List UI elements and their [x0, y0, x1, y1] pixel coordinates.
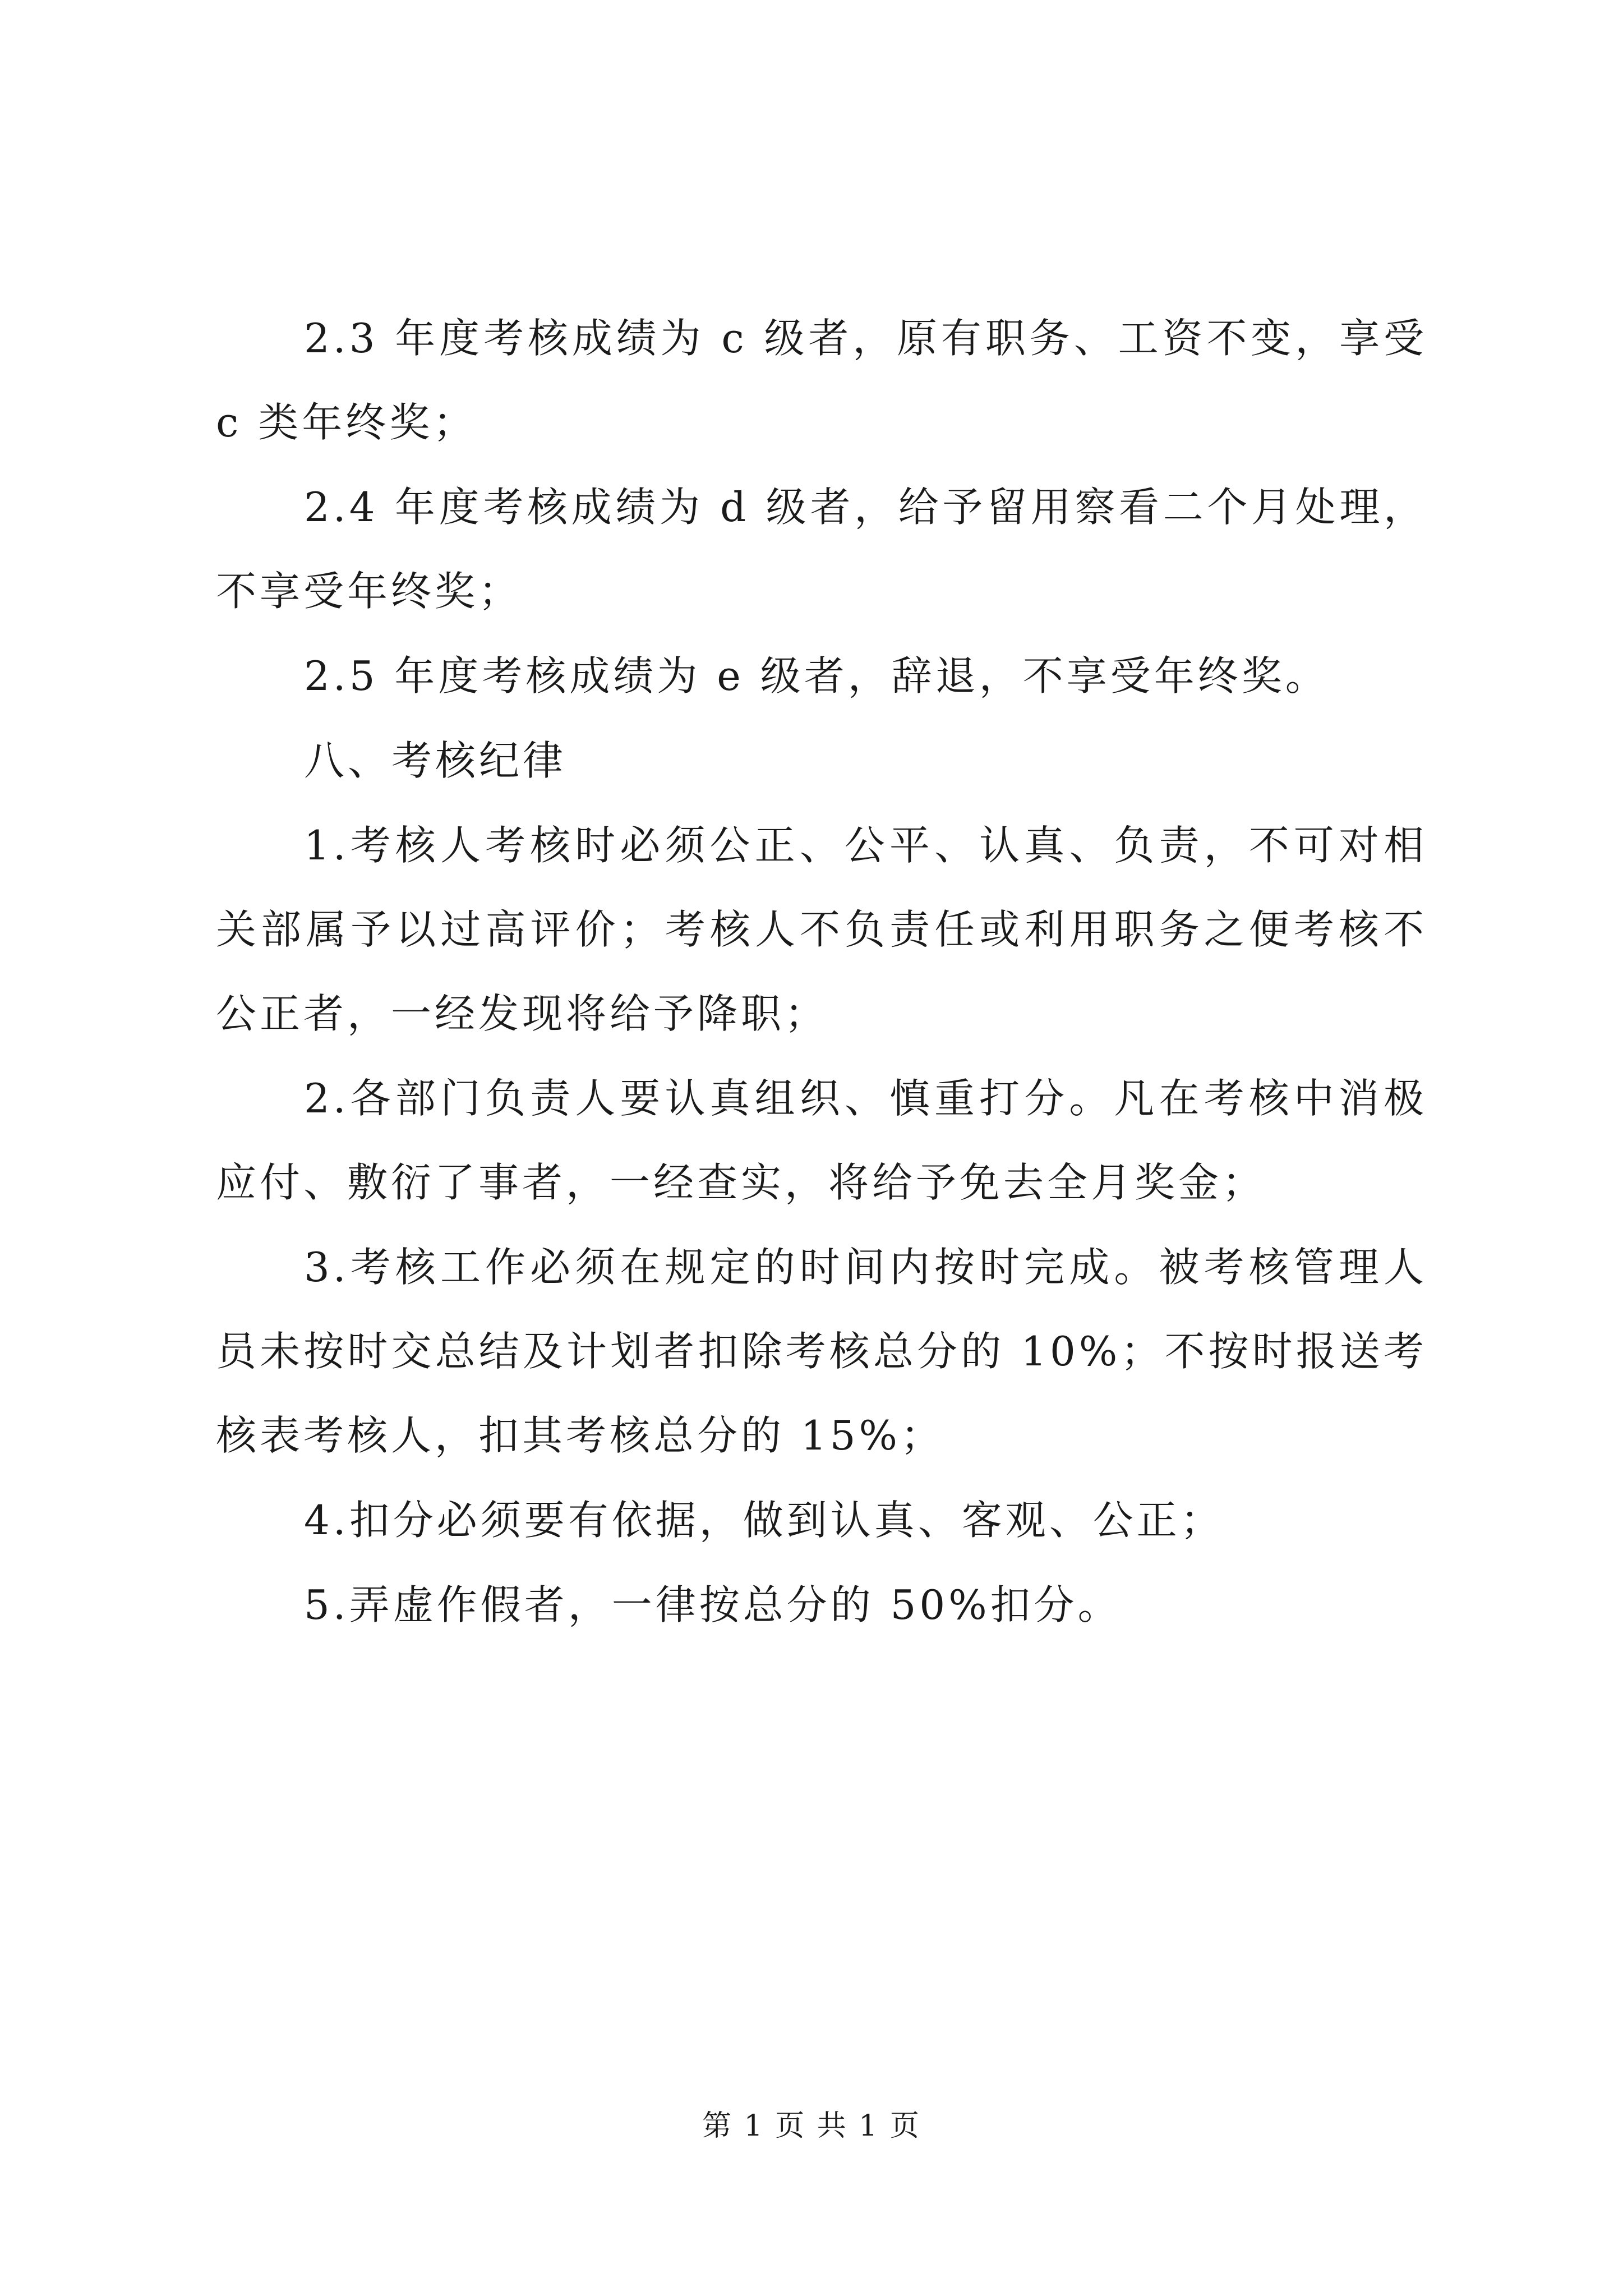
paragraph-rule-4: 4.扣分必须要有依据，做到认真、客观、公正； — [304, 1497, 1224, 1544]
paragraph-rule-2: 2.各部门负责人要认真组织、慎重打分。凡在考核中消极应付、敷衍了事者，一经查实，将给予免去全月奖金； — [216, 1075, 1427, 1206]
section-heading-discipline: 八、考核纪律 — [304, 737, 567, 784]
paragraph-rule-5: 5.弄虚作假者，一律按总分的 50%扣分。 — [304, 1581, 1122, 1628]
page-footer: 第 1 页 共 1 页 — [702, 2109, 921, 2143]
paragraph-rule-3: 3.考核工作必须在规定的时间内按时完成。被考核管理人员未按时交总结及计划者扣除考核总分的 10%；不按时报送考核表考核人，扣其考核总分的 15%； — [216, 1244, 1427, 1459]
paragraph-grade-e: 2.5 年度考核成绩为 e 级者，辞退，不享受年终奖。 — [304, 652, 1329, 700]
paragraph-grade-d: 2.4 年度考核成绩为 d 级者，给予留用察看二个月处理，不享受年终奖； — [216, 484, 1427, 615]
document-body — [216, 296, 1427, 1648]
paragraph-rule-1: 1.考核人考核时必须公正、公平、认真、负责，不可对相关部属予以过高评价；考核人不负责任或利用职务之便考核不公正者，一经发现将给予降职； — [216, 822, 1427, 1037]
paragraph-grade-c: 2.3 年度考核成绩为 c 级者，原有职务、工资不变，享受 c 类年终奖； — [216, 315, 1427, 446]
